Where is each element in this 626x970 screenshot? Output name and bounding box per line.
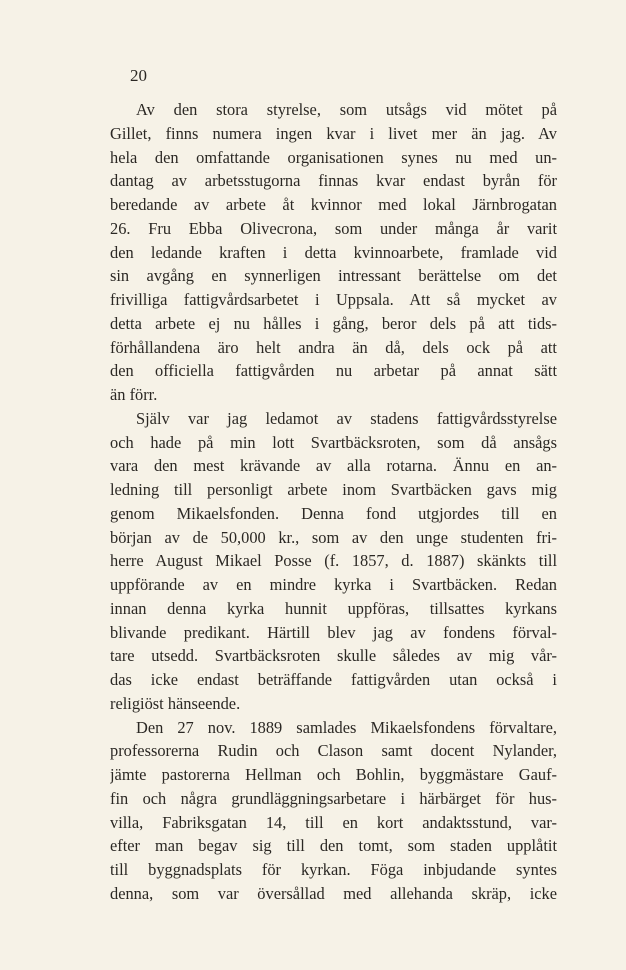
text-line: fin och några grundläggningsarbetare i härbärget för hus- (110, 788, 557, 808)
text-line: förhållandena äro helt andra än då, dels ock på att (110, 337, 557, 357)
text-line: genom Mikaelsfonden. Denna fond utgjordes till en (110, 503, 557, 523)
text-line: vara den mest krävande av alla rotarna. Ännu en an- (110, 456, 557, 476)
text-line: beredande av arbete åt kvinnor med lokal Järnbrogatan (110, 195, 557, 214)
text-line: början av de 50,000 kr., som av den unge studenten fri- (110, 527, 557, 547)
text-line: Den 27 nov. 1889 samlades Mikaelsfondens förvaltare, (136, 717, 557, 737)
text-line: 26. Fru Ebba Olivecrona, som under många år varit (110, 218, 557, 238)
text-line: Av den stora styrelse, som utsågs vid mötet på (136, 100, 557, 119)
text-line: än förr. (110, 385, 158, 404)
text-line: jämte pastorerna Hellman och Bohlin, byggmästare Gauf- (110, 765, 557, 784)
text-line: villa, Fabriksgatan 14, till en kort andaktsstund, var- (110, 812, 557, 832)
text-line: den officiella fattigvården nu arbetar på annat sätt (110, 361, 557, 381)
text-line: professorerna Rudin och Clason samt docent Nylander, (110, 741, 557, 761)
text-line: till byggnadsplats för kyrkan. Föga inbjudande syntes (110, 860, 557, 879)
text-line: efter man begav sig till den tomt, som staden upplåtit (110, 836, 557, 856)
text-line: denna, som var översållad med allehanda skräp, icke (110, 883, 557, 903)
body-text (110, 98, 557, 906)
text-line: tare utsedd. Svartbäcksroten skulle således av mig vår- (110, 646, 557, 666)
text-line: uppförande av en mindre kyrka i Svartbäcken. Redan (110, 575, 557, 594)
text-line: och hade på min lott Svartbäcksroten, som då ansågs (110, 432, 557, 452)
text-line: frivilliga fattigvårdsarbetet i Uppsala. Att så mycket av (110, 290, 557, 309)
text-line: Gillet, finns numera ingen kvar i livet mer än jag. Av (110, 123, 557, 143)
text-line: hela den omfattande organisationen synes nu med un- (110, 147, 557, 167)
text-line: dantag av arbetsstugorna finnas kvar endast byrån för (110, 171, 557, 191)
text-line: detta arbete ej nu hålles i gång, beror dels på att tids- (110, 313, 557, 333)
text-line: innan denna kyrka hunnit uppföras, tillsattes kyrkans (110, 598, 557, 618)
text-line: herre August Mikael Posse (f. 1857, d. 1887) skänkts till (110, 551, 557, 571)
text-line: sin avgång en synnerligen intressant berättelse om det (110, 266, 557, 286)
text-line: das icke endast beträffande fattigvården utan också i (110, 670, 557, 689)
text-line: Själv var jag ledamot av stadens fattigvårdsstyrelse (136, 408, 557, 428)
text-line: religiöst hänseende. (110, 693, 241, 713)
text-line: ledning till personligt arbete inom Svartbäcken gavs mig (110, 480, 557, 499)
text-line: den ledande kraften i detta kvinnoarbete, framlade vid (110, 242, 557, 262)
page-number: 20 (130, 66, 147, 85)
text-line: blivande predikant. Härtill blev jag av fondens förval- (110, 622, 557, 642)
